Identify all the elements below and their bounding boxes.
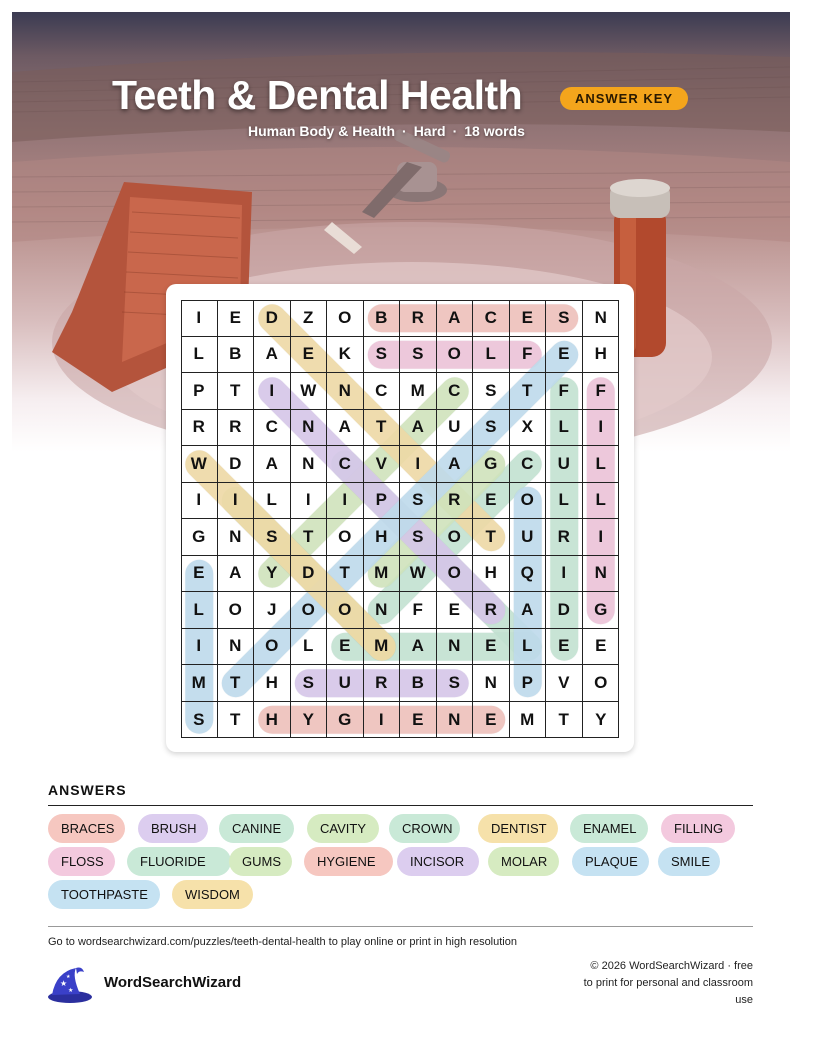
grid-cell: A: [437, 300, 474, 337]
category-label: Human Body & Health: [248, 123, 396, 139]
grid-cell: S: [291, 665, 328, 702]
grid-cell: P: [364, 483, 401, 520]
svg-text:★: ★: [60, 979, 68, 988]
grid-cell: L: [291, 629, 328, 666]
grid-cell: N: [583, 300, 620, 337]
grid-cell: D: [218, 446, 255, 483]
grid-cell: H: [473, 556, 510, 593]
answer-chip-cavity: CAVITY: [307, 814, 379, 843]
grid-cell: L: [510, 629, 547, 666]
answer-key-badge: ANSWER KEY: [560, 87, 688, 110]
grid-cell: R: [218, 410, 255, 447]
grid-cell: C: [364, 373, 401, 410]
grid-cell: W: [400, 556, 437, 593]
puzzle-meta: [248, 123, 525, 139]
grid-cell: I: [291, 483, 328, 520]
grid-cell: I: [400, 446, 437, 483]
difficulty-label: Hard: [413, 123, 446, 139]
grid-cell: R: [546, 519, 583, 556]
grid-cell: T: [327, 556, 364, 593]
brand-name: WordSearchWizard: [104, 974, 242, 991]
grid-cell: O: [583, 665, 620, 702]
grid-cell: N: [291, 410, 328, 447]
svg-text:★: ★: [66, 974, 71, 980]
grid-cell: X: [510, 410, 547, 447]
grid-cell: R: [364, 665, 401, 702]
grid-cell: A: [218, 556, 255, 593]
answer-chip-braces: BRACES: [48, 814, 125, 843]
grid-cell: L: [546, 483, 583, 520]
grid-cell: I: [181, 300, 218, 337]
grid-cell: M: [364, 556, 401, 593]
grid-cell: H: [364, 519, 401, 556]
answer-chip-molar: MOLAR: [488, 847, 559, 876]
grid-cell: B: [218, 337, 255, 374]
grid-cell: N: [437, 629, 474, 666]
grid-cell: U: [546, 446, 583, 483]
grid-cell: F: [546, 373, 583, 410]
grid-cell: T: [510, 373, 547, 410]
answer-chip-canine: CANINE: [219, 814, 294, 843]
grid-cell: I: [181, 483, 218, 520]
grid-cell: T: [473, 519, 510, 556]
grid-cell: L: [181, 592, 218, 629]
page-title: Teeth & Dental Health: [112, 72, 523, 118]
grid-cell: D: [546, 592, 583, 629]
grid-cell: A: [437, 446, 474, 483]
grid-cell: E: [473, 629, 510, 666]
answer-chip-hygiene: HYGIENE: [304, 847, 393, 876]
grid-cell: C: [473, 300, 510, 337]
answer-chip-enamel: ENAMEL: [570, 814, 648, 843]
word-search-grid: [181, 300, 619, 738]
grid-cell: I: [364, 702, 401, 739]
grid-cell: A: [254, 446, 291, 483]
grid-cell: A: [327, 410, 364, 447]
grid-cell: H: [254, 702, 291, 739]
answer-chip-smile: SMILE: [658, 847, 720, 876]
grid-cell: T: [364, 410, 401, 447]
grid-cell: P: [181, 373, 218, 410]
grid-cell: J: [254, 592, 291, 629]
grid-cell: H: [583, 337, 620, 374]
grid-cell: Q: [510, 556, 547, 593]
grid-cell: E: [400, 702, 437, 739]
answer-chip-filling: FILLING: [661, 814, 735, 843]
grid-cell: N: [473, 665, 510, 702]
grid-cell: O: [437, 337, 474, 374]
answers-divider: [48, 805, 753, 806]
grid-cell: C: [254, 410, 291, 447]
grid-cell: S: [473, 373, 510, 410]
grid-cell: V: [546, 665, 583, 702]
grid-cell: L: [254, 483, 291, 520]
grid-cell: Y: [595, 709, 607, 729]
answer-chip-floss: FLOSS: [48, 847, 115, 876]
grid-cell: L: [583, 483, 620, 520]
grid-cell: O: [218, 592, 255, 629]
grid-cell: C: [327, 446, 364, 483]
grid-cell: U: [327, 665, 364, 702]
grid-cell: S: [181, 702, 218, 739]
grid-cell: N: [327, 373, 364, 410]
grid-cell: W: [291, 373, 328, 410]
grid-cell: S: [400, 337, 437, 374]
grid-cell: B: [400, 665, 437, 702]
grid-cell: O: [291, 592, 328, 629]
grid-cell: E: [181, 556, 218, 593]
grid-cell: M: [510, 702, 547, 739]
grid-cell: O: [254, 629, 291, 666]
wizard-hat-icon: [46, 964, 92, 1004]
grid-cell: E: [291, 337, 328, 374]
grid-cell: O: [437, 556, 474, 593]
grid-cell: S: [437, 665, 474, 702]
grid-cell: I: [254, 373, 291, 410]
grid-cell: T: [218, 373, 255, 410]
grid-cell: E: [437, 592, 474, 629]
answer-chip-crown: CROWN: [389, 814, 460, 843]
grid-cell: E: [583, 629, 620, 666]
letter-cells: [181, 300, 619, 738]
grid-cell: E: [473, 483, 510, 520]
footer-divider: [48, 926, 753, 927]
grid-cell: G: [327, 702, 364, 739]
answer-chip-incisor: INCISOR: [397, 847, 479, 876]
grid-cell: I: [583, 519, 620, 556]
grid-cell: N: [291, 446, 328, 483]
grid-cell: A: [510, 592, 547, 629]
grid-cell: I: [218, 483, 255, 520]
grid-cell: N: [218, 629, 255, 666]
grid-cell: F: [583, 373, 620, 410]
answer-chip-plaque: PLAQUE: [572, 847, 649, 876]
answer-chip-wisdom: WISDOM: [172, 880, 253, 909]
grid-cell: E: [546, 629, 583, 666]
grid-cell: C: [437, 373, 474, 410]
answer-chip-dentist: DENTIST: [478, 814, 558, 843]
answer-chip-brush: BRUSH: [138, 814, 208, 843]
grid-cell: L: [181, 337, 218, 374]
grid-cell: U: [510, 519, 547, 556]
answer-chip-gums: GUMS: [229, 847, 292, 876]
grid-cell: T: [546, 702, 583, 739]
grid-cell: A: [400, 629, 437, 666]
grid-cell: F: [510, 337, 547, 374]
grid-cell: I: [181, 629, 218, 666]
grid-cell: I: [327, 483, 364, 520]
grid-cell: O: [327, 519, 364, 556]
grid-cell: R: [181, 410, 218, 447]
grid-cell: C: [510, 446, 547, 483]
grid-cell: Y: [254, 556, 291, 593]
grid-cell: D: [291, 556, 328, 593]
grid-cell: R: [400, 300, 437, 337]
grid-cell: L: [583, 446, 620, 483]
grid-cell: E: [327, 629, 364, 666]
grid-cell: O: [327, 300, 364, 337]
grid-cell: G: [583, 592, 620, 629]
grid-cell: V: [364, 446, 401, 483]
grid-cell: I: [583, 410, 620, 447]
grid-cell: K: [327, 337, 364, 374]
grid-cell: S: [254, 519, 291, 556]
grid-cell: N: [437, 702, 474, 739]
grid-cell: R: [473, 592, 510, 629]
grid-cell: E: [218, 300, 255, 337]
answer-chip-toothpaste: TOOTHPASTE: [48, 880, 160, 909]
grid-cell: H: [254, 665, 291, 702]
grid-cell: N: [583, 556, 620, 593]
grid-cell: M: [181, 665, 218, 702]
grid-cell: U: [437, 410, 474, 447]
answer-chip-fluoride: FLUORIDE: [127, 847, 231, 876]
grid-cell: M: [400, 373, 437, 410]
grid-cell: D: [254, 300, 291, 337]
grid-cell: R: [437, 483, 474, 520]
grid-cell: O: [327, 592, 364, 629]
grid-cell: O: [510, 483, 547, 520]
word-count-label: 18 words: [464, 123, 525, 139]
grid-cell: E: [510, 300, 547, 337]
grid-cell: G: [473, 446, 510, 483]
footer-url-text: Go to wordsearchwizard.com/puzzles/teeth-dental-health to play online or print in high resolution: [48, 936, 517, 948]
grid-cell: Z: [291, 300, 328, 337]
svg-text:★: ★: [68, 987, 74, 994]
grid-cell: O: [437, 519, 474, 556]
answers-heading: ANSWERS: [48, 782, 127, 798]
grid-cell: S: [364, 337, 401, 374]
grid-cell: T: [218, 702, 255, 739]
grid-cell: L: [546, 410, 583, 447]
grid-cell: A: [254, 337, 291, 374]
grid-cell: W: [181, 446, 218, 483]
grid-cell: G: [181, 519, 218, 556]
copyright-text: © 2026 WordSearchWizard · free to print for personal and classroom use: [583, 960, 753, 1006]
grid-cell: F: [400, 592, 437, 629]
grid-cell: P: [510, 665, 547, 702]
separator: ·: [452, 123, 458, 139]
grid-cell: Y: [291, 702, 328, 739]
grid-cell: S: [400, 519, 437, 556]
grid-cell: S: [473, 410, 510, 447]
grid-cell: T: [218, 665, 255, 702]
grid-cell: E: [546, 337, 583, 374]
grid-cell: N: [218, 519, 255, 556]
grid-cell: M: [364, 629, 401, 666]
grid-cell: T: [291, 519, 328, 556]
grid-cell: L: [473, 337, 510, 374]
grid-cell: A: [400, 410, 437, 447]
grid-cell: E: [473, 702, 510, 739]
grid-cell: I: [546, 556, 583, 593]
separator: ·: [402, 123, 407, 139]
grid-cell: N: [364, 592, 401, 629]
grid-cell: S: [400, 483, 437, 520]
grid-cell: S: [546, 300, 583, 337]
grid-cell: B: [364, 300, 401, 337]
